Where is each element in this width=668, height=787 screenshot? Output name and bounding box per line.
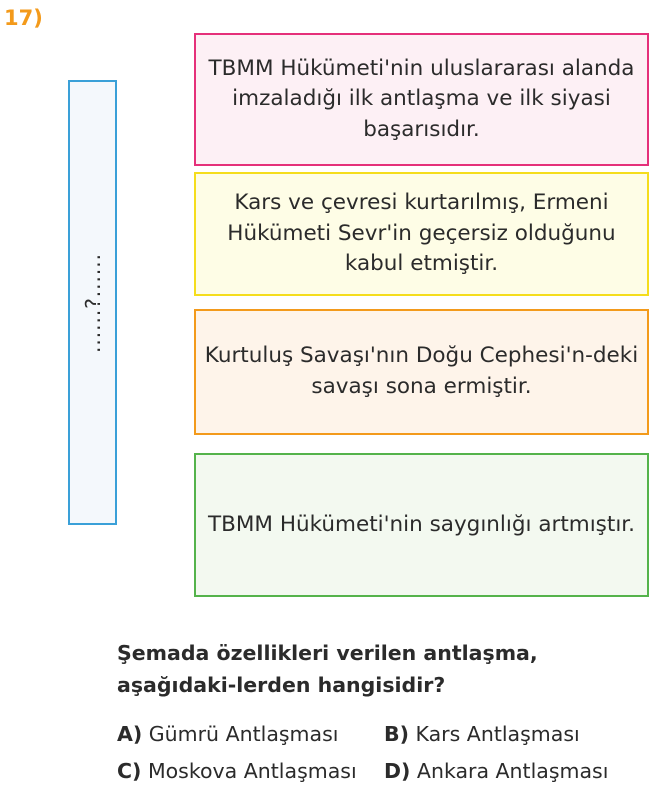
option-d-letter: D) bbox=[384, 759, 411, 783]
feature-text-4: TBMM Hükümeti'nin saygınlığı artmıştır. bbox=[208, 511, 635, 537]
option-c-letter: C) bbox=[117, 759, 142, 783]
feature-text-1: TBMM Hükümeti'nin uluslararası alanda imzaladığı ilk antlaşma ve ilk siyasi başarısıdır. bbox=[208, 55, 635, 142]
question-text: Şemada özellikleri verilen antlaşma, aşağıdaki-lerden hangisidir? bbox=[117, 641, 538, 697]
feature-text-3: Kurtuluş Savaşı'nın Doğu Cephesi'n-deki savaşı sona ermiştir. bbox=[204, 343, 639, 399]
option-d-text: Ankara Antlaşması bbox=[416, 759, 609, 783]
feature-box-1 bbox=[194, 33, 649, 166]
answer-blank-box bbox=[68, 80, 117, 525]
feature-box-2 bbox=[194, 172, 649, 296]
feature-box-4 bbox=[194, 453, 649, 597]
question-number: 17) bbox=[4, 6, 43, 30]
option-a[interactable] bbox=[117, 722, 338, 746]
option-c[interactable] bbox=[117, 759, 357, 783]
option-c-text: Moskova Antlaşması bbox=[147, 759, 357, 783]
option-b[interactable] bbox=[384, 722, 580, 746]
option-a-letter: A) bbox=[117, 722, 143, 746]
option-b-text: Kars Antlaşması bbox=[415, 722, 580, 746]
option-a-text: Gümrü Antlaşması bbox=[148, 722, 339, 746]
option-b-letter: B) bbox=[384, 722, 409, 746]
answer-blank-text: ......?...... bbox=[80, 252, 105, 353]
option-d[interactable] bbox=[384, 759, 608, 783]
feature-box-3 bbox=[194, 309, 649, 435]
feature-text-2: Kars ve çevresi kurtarılmış, Ermeni Hükümeti Sevr'in geçersiz olduğunu kabul etmiştir. bbox=[227, 190, 616, 277]
